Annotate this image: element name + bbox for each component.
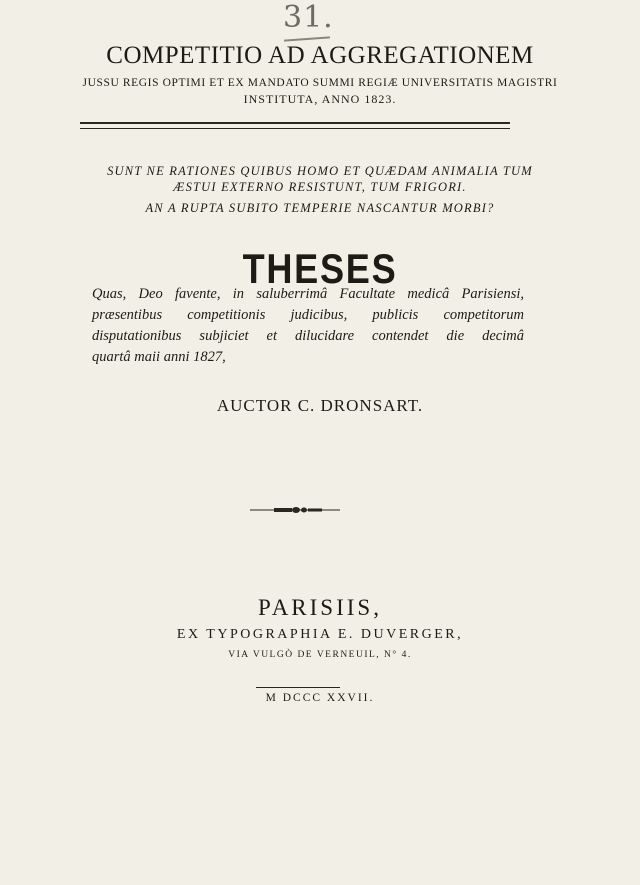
handwritten-number: 31. xyxy=(283,0,334,35)
subtitle-line-1: JUSSU REGIS OPTIMI ET EX MANDATO SUMMI REGIÆ UNIVERSITATIS MAGISTRI xyxy=(82,77,558,89)
double-rule-bottom xyxy=(80,128,510,129)
ornament-divider xyxy=(250,507,340,513)
double-rule-top xyxy=(80,122,510,124)
imprint-printer: EX TYPOGRAPHIA E. DUVERGER, xyxy=(176,627,464,642)
imprint-city: PARISIIS, xyxy=(258,595,382,620)
question-line-1: SUNT NE RATIONES QUIBUS HOMO ET QUÆDAM ANIMALIA TUM xyxy=(107,164,533,178)
page-title: COMPETITIO AD AGGREGATIONEM xyxy=(106,42,534,69)
subtitle-line-2: INSTITUTA, ANNO 1823. xyxy=(243,92,397,106)
paragraph-line-3: disputationibus subjiciet et dilucidare contendet die decimâ xyxy=(92,328,524,344)
handwritten-dash xyxy=(284,36,330,41)
paragraph-line-2: præsentibus competitionis judicibus, publicis competitorum xyxy=(92,307,524,323)
question-line-2: ÆSTUI EXTERNO RESISTUNT, TUM FRIGORI. xyxy=(173,180,467,194)
imprint-year: M DCCC XXVII. xyxy=(265,692,375,704)
author-line: AUCTOR C. DRONSART. xyxy=(216,396,424,415)
date-rule xyxy=(256,687,340,688)
paragraph-line-1: Quas, Deo favente, in saluberrimâ Facultate medicâ Parisiensi, xyxy=(92,286,524,302)
main-title: THESES xyxy=(242,245,398,292)
paragraph-line-4: quartâ maii anni 1827, xyxy=(92,349,226,365)
imprint-address: VIA VULGÒ DE VERNEUIL, N° 4. xyxy=(228,650,412,660)
question-line-3: AN A RUPTA SUBITO TEMPERIE NASCANTUR MORBI? xyxy=(145,201,495,215)
